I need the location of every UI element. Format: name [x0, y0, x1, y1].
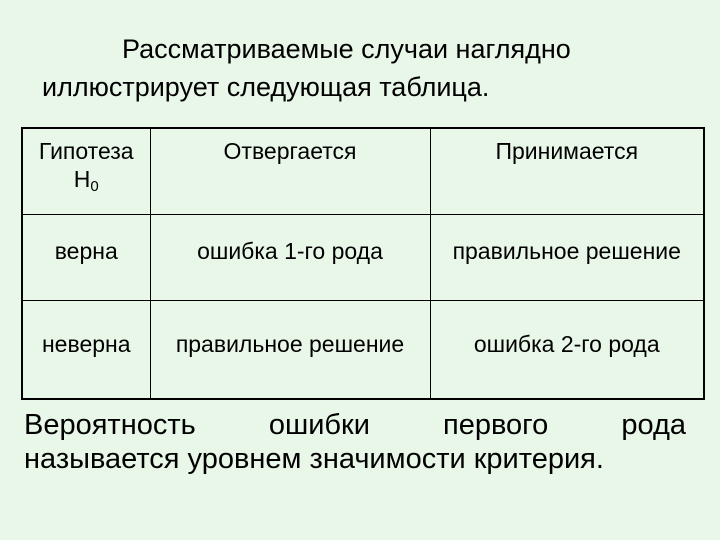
row-false-hypothesis: неверна: [22, 300, 150, 399]
header-hypothesis: [22, 128, 150, 214]
row-true-hypothesis: верна: [22, 214, 150, 300]
header-hypothesis-label: Гипотеза: [38, 138, 134, 164]
decision-table: [21, 127, 705, 400]
table-header-row: [22, 128, 704, 214]
row-false-accepted: ошибка 2-го рода: [430, 300, 704, 399]
header-hypothesis-symbol: H: [73, 166, 91, 192]
header-accepted: Принимается: [430, 128, 704, 214]
conclusion-line-1: Вероятность ошибки первого рода: [24, 409, 686, 441]
header-rejected: Отвергается: [150, 128, 430, 214]
intro-line-2: иллюстрирует следующая таблица.: [42, 72, 490, 102]
intro-line-1: Рассматриваемые случаи наглядно: [122, 34, 571, 64]
intro-text: [42, 30, 692, 106]
conclusion-line-2: называется уровнем значимости критерия.: [24, 443, 604, 475]
row-false-rejected: правильное решение: [150, 300, 430, 399]
table-row: [22, 300, 704, 399]
conclusion-text: [24, 408, 686, 476]
table-row: [22, 214, 704, 300]
row-true-rejected: ошибка 1-го рода: [150, 214, 430, 300]
header-hypothesis-subscript: 0: [90, 178, 99, 195]
row-true-accepted: правильное решение: [430, 214, 704, 300]
